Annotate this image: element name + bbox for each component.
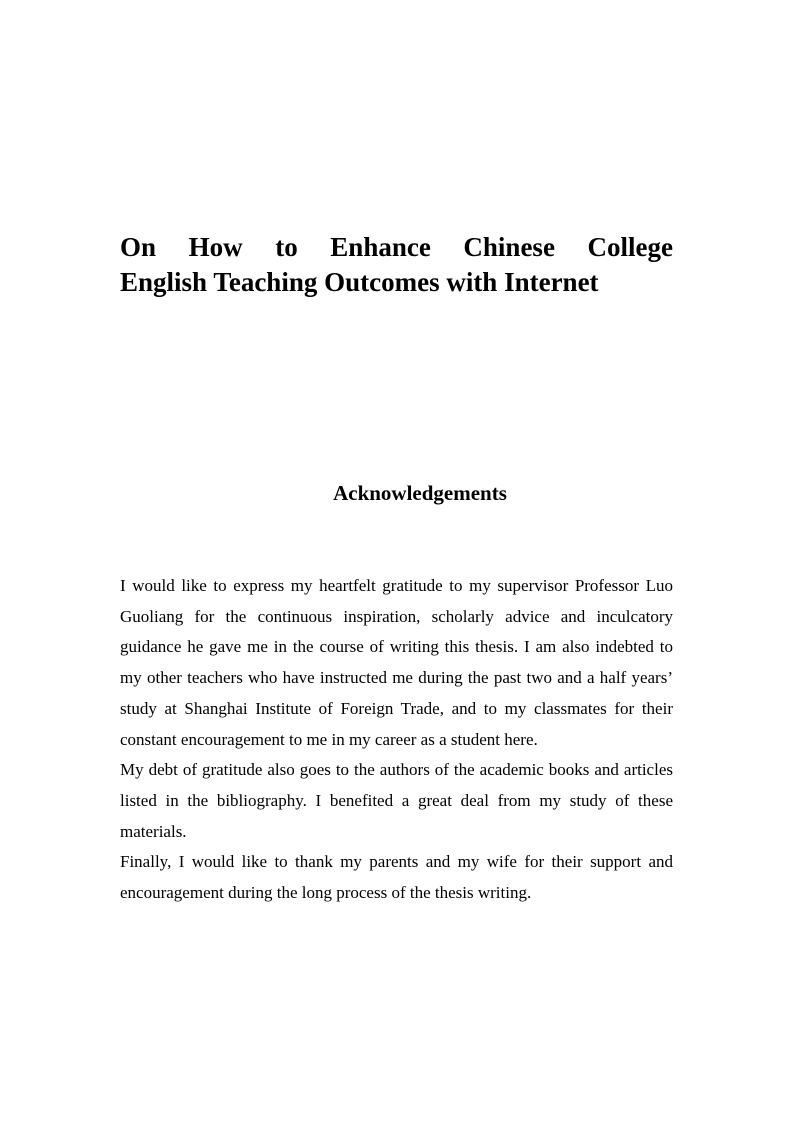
thesis-title <box>120 230 673 299</box>
thesis-title-line-1: On How to Enhance Chinese College <box>120 232 673 262</box>
section-heading: Acknowledgements <box>333 481 507 505</box>
acknowledgements-body <box>120 571 673 909</box>
paragraph-1: I would like to express my heartfelt gratitude to my supervisor Professor Luo Guoliang for the continuous inspiration, scholarly advice and inculcatory guidance he gave me in the course of writing this thesis. I am also indebted to my other teachers who have instructed me during the past two and a half years’ study at Shanghai Institute of Foreign Trade, and to my classmates for their constant encouragement to me in my career as a student here. <box>120 576 673 749</box>
thesis-title-line-2: English Teaching Outcomes with Internet <box>120 266 599 297</box>
paragraph-3: Finally, I would like to thank my parents and my wife for their support and encouragement during the long process of the thesis writing. <box>120 852 673 903</box>
paragraph-2: My debt of gratitude also goes to the authors of the academic books and articles listed in the bibliography. I benefited a great deal from my study of these materials. <box>120 760 673 841</box>
